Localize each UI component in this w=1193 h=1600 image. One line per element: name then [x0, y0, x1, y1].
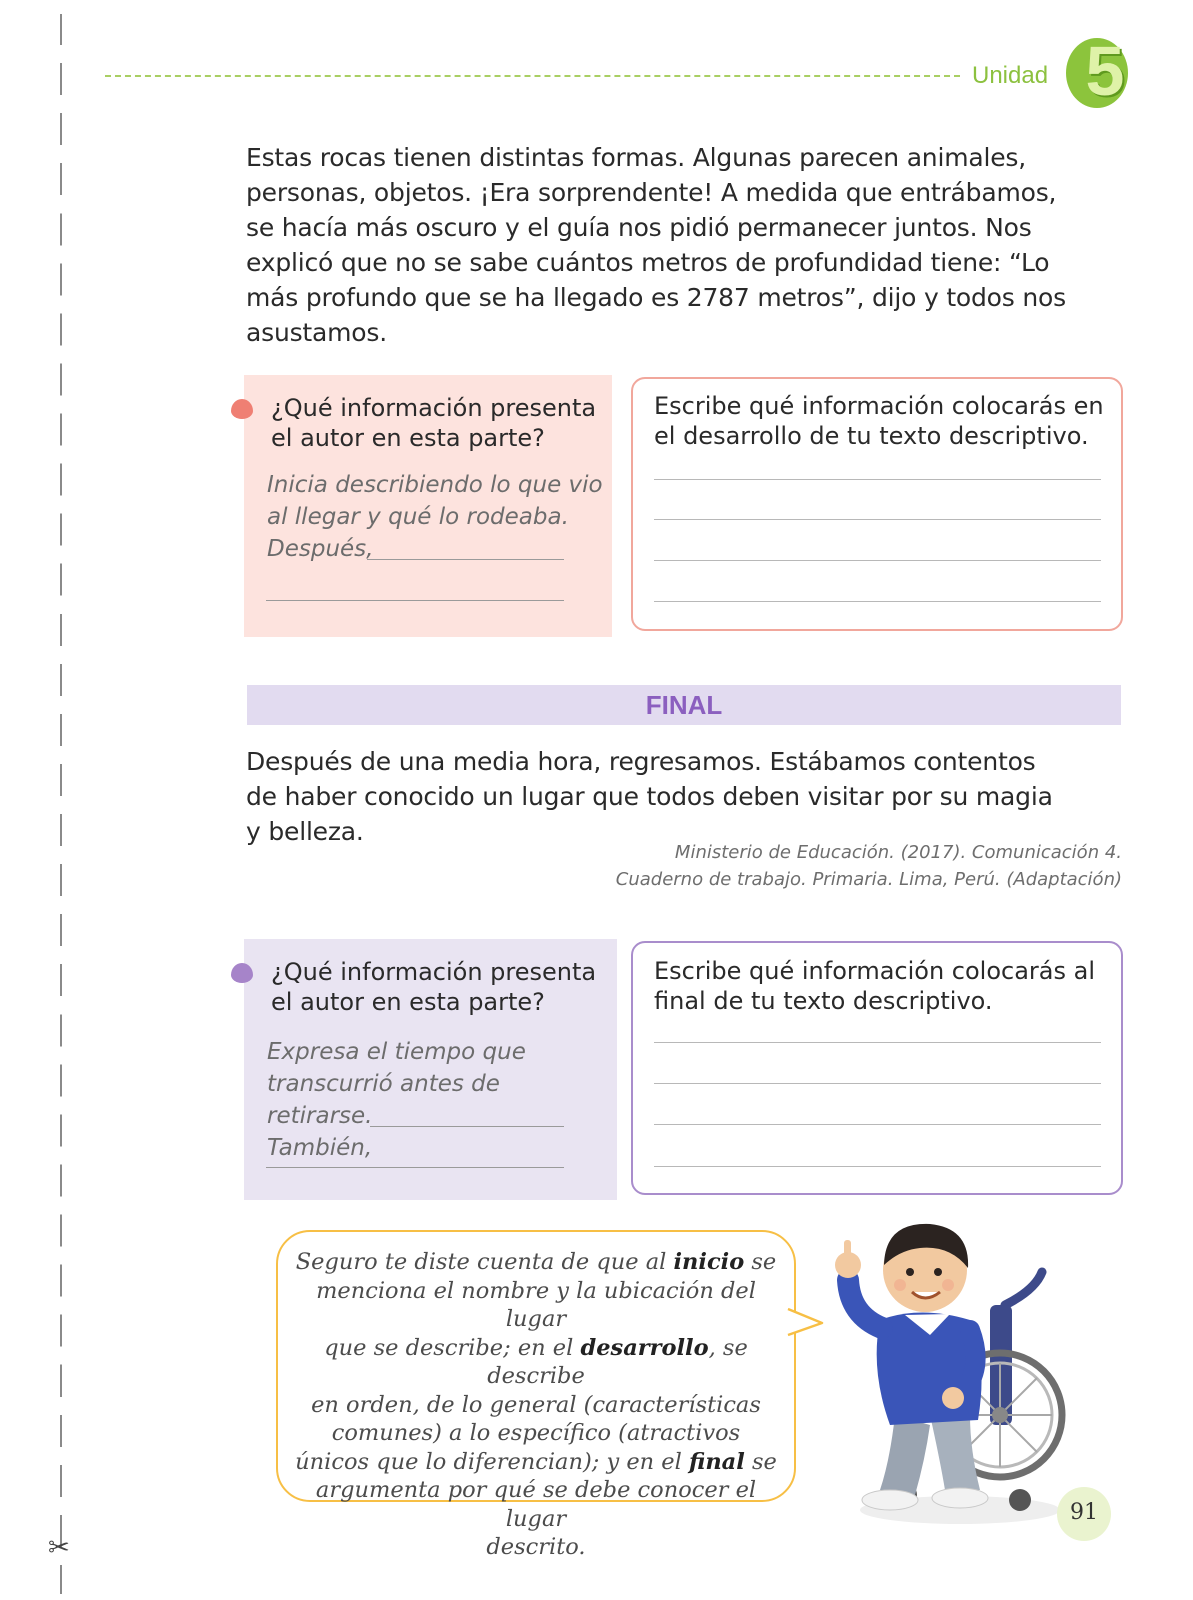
paragraph-line: asustamos.: [246, 318, 387, 347]
answer-line: transcurrió antes de retirarse.: [267, 1071, 500, 1129]
answer-blank[interactable]: [370, 1126, 564, 1127]
paragraph-line: Después de una media hora, regresamos. Estábamos contentos: [246, 747, 1036, 776]
prompt-line: el desarrollo de tu texto descriptivo.: [654, 422, 1089, 450]
bubble-line: que se describe; en el desarrollo, se describe: [324, 1334, 748, 1389]
final-heading: FINAL: [645, 690, 723, 720]
writing-line[interactable]: [654, 601, 1101, 602]
unit-label: Unidad: [972, 62, 1049, 89]
answer-blank[interactable]: [367, 559, 564, 560]
bullet-icon: [231, 399, 253, 419]
answer-line: También,: [267, 1135, 373, 1161]
writing-line[interactable]: [654, 519, 1101, 520]
bubble-line: únicos que lo diferencian); y en el final se: [295, 1448, 777, 1475]
paragraph-line: personas, objetos. ¡Era sorprendente! A medida que entrábamos,: [246, 178, 1057, 207]
cut-line: [60, 14, 62, 1594]
bubble-line: Seguro te diste cuenta de que al inicio se: [295, 1249, 777, 1275]
citation-line: Ministerio de Educación. (2017). Comunicación 4.: [674, 842, 1122, 863]
prompt-line: final de tu texto descriptivo.: [654, 987, 993, 1015]
paragraph-line: se hacía más oscuro y el guía nos pidió permanecer juntos. Nos: [246, 213, 1032, 242]
development-question: [271, 393, 611, 453]
unit-number: 5: [1085, 32, 1125, 110]
writing-line[interactable]: [654, 1083, 1101, 1084]
writing-line[interactable]: [654, 1166, 1101, 1167]
citation: [560, 839, 1122, 893]
answer-line: Después,: [267, 536, 374, 562]
answer-line: Inicia describiendo lo que vio: [267, 472, 603, 498]
writing-line[interactable]: [654, 1124, 1101, 1125]
final-paragraph: [246, 744, 1126, 849]
development-prompt: [654, 391, 1114, 451]
paragraph-line: más profundo que se ha llegado es 2787 metros”, dijo y todos nos: [246, 283, 1066, 312]
answer-line: Expresa el tiempo que: [267, 1039, 526, 1065]
final-heading-bar: [247, 685, 1121, 725]
bubble-text: [286, 1248, 786, 1562]
question-line: ¿Qué información presenta: [271, 958, 597, 986]
boy-wheelchair-illustration: [820, 1210, 1070, 1540]
writing-line[interactable]: [654, 560, 1101, 561]
paragraph-line: de haber conocido un lugar que todos deben visitar por su magia: [246, 782, 1053, 811]
paragraph-line: y belleza.: [246, 817, 364, 846]
development-paragraph: [246, 140, 1126, 350]
question-line: el autor en esta parte?: [271, 424, 545, 452]
ending-answer: [267, 1036, 612, 1164]
answer-blank[interactable]: [266, 1167, 564, 1168]
bubble-line: menciona el nombre y la ubicación del lugar: [316, 1277, 756, 1332]
question-line: el autor en esta parte?: [271, 988, 545, 1016]
bubble-line: descrito.: [486, 1534, 586, 1560]
answer-line: al llegar y qué lo rodeaba.: [267, 504, 569, 530]
question-line: ¿Qué información presenta: [271, 394, 597, 422]
paragraph-line: explicó que no se sabe cuántos metros de profundidad tiene: “Lo: [246, 248, 1050, 277]
page-number: 91: [1070, 1500, 1098, 1525]
citation-line: Cuaderno de trabajo. Primaria. Lima, Perú. (Adaptación): [615, 869, 1122, 890]
bubble-line: argumenta por qué se debe conocer el lugar: [315, 1477, 757, 1532]
scissors-icon: ✂: [48, 1533, 70, 1563]
prompt-line: Escribe qué información colocarás en: [654, 392, 1104, 420]
writing-line[interactable]: [654, 479, 1101, 480]
answer-blank[interactable]: [266, 600, 564, 601]
ending-prompt: [654, 956, 1114, 1016]
ending-question: [271, 957, 615, 1017]
development-answer: [267, 469, 607, 565]
header-divider: [105, 75, 960, 77]
bubble-line: en orden, de lo general (características: [311, 1391, 761, 1418]
writing-line[interactable]: [654, 1042, 1101, 1043]
prompt-line: Escribe qué información colocarás al: [654, 957, 1096, 985]
bubble-line: comunes) a lo específico (atractivos: [331, 1420, 741, 1446]
paragraph-line: Estas rocas tienen distintas formas. Algunas parecen animales,: [246, 143, 1026, 172]
bullet-icon: [231, 963, 253, 983]
